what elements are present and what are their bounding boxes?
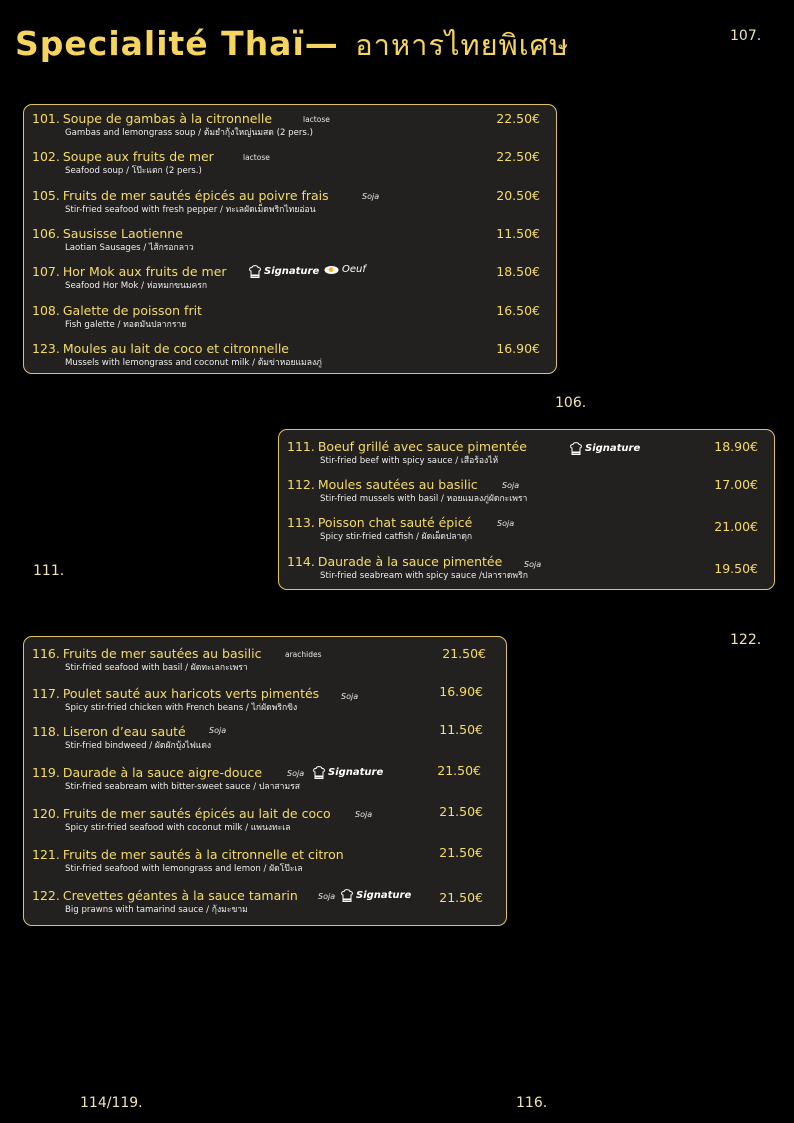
photo-label-114-119: 114/119. xyxy=(80,1095,143,1111)
title-french: Specialité Thaï— xyxy=(15,24,339,63)
item-description: Seafood Hor Mok / ห่อหมกขนมครก xyxy=(65,281,208,291)
allergen-tag-soja: Soja xyxy=(355,810,373,819)
item-description: Stir-fried bindweed / ผัดผักบุ้งไฟแดง xyxy=(65,741,212,751)
item-description: Stir-fried seafood with basil / ผัดทะเลกะเพรา xyxy=(65,663,248,673)
item-name: 113. Poisson chat sauté épicé xyxy=(287,515,473,530)
chef-hat-icon xyxy=(312,765,326,779)
item-name: 101. Soupe de gambas à la citronnelle xyxy=(32,111,273,126)
photo-label-116: 116. xyxy=(516,1095,548,1111)
item-price: 16.90€ xyxy=(439,684,483,699)
item-description: Mussels with lemongrass and coconut milk / ต้มข่าหอยแมลงภู่ xyxy=(65,358,322,368)
item-price: 22.50€ xyxy=(496,111,540,126)
menu-panel-soups-starters xyxy=(23,104,557,374)
item-name: 123. Moules au lait de coco et citronnelle xyxy=(32,341,289,356)
allergen-tag-soja: Soja xyxy=(497,519,515,528)
menu-item-108 xyxy=(32,303,548,339)
item-name: 116. Fruits de mer sautées au basilic xyxy=(32,646,262,661)
allergen-tag-soja: Soja xyxy=(318,892,336,901)
photo-label-122: 122. xyxy=(730,632,762,648)
item-description: Big prawns with tamarind sauce / กุ้งมะขาม xyxy=(65,905,248,915)
item-name: 102. Soupe aux fruits de mer xyxy=(32,149,214,164)
item-price: 21.00€ xyxy=(714,519,758,534)
menu-item-102 xyxy=(32,149,548,185)
menu-item-117 xyxy=(32,686,498,722)
item-description: Stir-fried seabream with spicy sauce /ปลาราดพริก xyxy=(320,571,528,581)
allergen-tag-arachides: arachides xyxy=(285,650,322,659)
item-price: 16.90€ xyxy=(496,341,540,356)
item-price: 16.50€ xyxy=(496,303,540,318)
item-name: 119. Daurade à la sauce aigre-douce xyxy=(32,765,263,780)
menu-item-106 xyxy=(32,226,548,262)
title-thai: อาหารไทยพิเศษ xyxy=(355,28,570,62)
menu-item-113 xyxy=(287,515,766,551)
signature-badge: Signature xyxy=(248,264,319,278)
item-price: 11.50€ xyxy=(496,226,540,241)
item-name: 106. Sausisse Laotienne xyxy=(32,226,183,241)
allergen-tag-soja: Soja xyxy=(502,481,520,490)
item-name: 120. Fruits de mer sautés épicés au lait de coco xyxy=(32,806,331,821)
item-name: 122. Crevettes géantes à la sauce tamarin xyxy=(32,888,298,903)
item-description: Stir-fried mussels with basil / หอยแมลงภู่ผัดกะเพรา xyxy=(320,494,528,504)
item-name: 111. Boeuf grillé avec sauce pimentée xyxy=(287,439,527,454)
item-name: 121. Fruits de mer sautés à la citronnelle et citron xyxy=(32,847,344,862)
egg-icon xyxy=(324,265,339,275)
item-price: 11.50€ xyxy=(439,722,483,737)
chef-hat-icon xyxy=(248,264,262,278)
item-price: 20.50€ xyxy=(496,188,540,203)
item-name: 117. Poulet sauté aux haricots verts pimentés xyxy=(32,686,320,701)
menu-item-121 xyxy=(32,847,498,883)
menu-item-112 xyxy=(287,477,766,513)
item-description: Spicy stir-fried catfish / ผัดเผ็ดปลาดุก xyxy=(320,532,473,542)
item-name: 105. Fruits de mer sautés épicés au poivre frais xyxy=(32,188,329,203)
item-name: 114. Daurade à la sauce pimentée xyxy=(287,554,503,569)
item-price: 21.50€ xyxy=(437,763,481,778)
allergen-tag-soja: Soja xyxy=(524,560,542,569)
item-price: 18.90€ xyxy=(714,439,758,454)
allergen-tag-soja: Soja xyxy=(287,769,305,778)
item-description: Gambas and lemongrass soup / ต้มยำกุ้งใหญ่นมสด (2 pers.) xyxy=(65,128,313,138)
item-name: 107. Hor Mok aux fruits de mer xyxy=(32,264,227,279)
item-description: Stir-fried beef with spicy sauce / เสือร้องไห้ xyxy=(320,456,499,466)
photo-label-106: 106. xyxy=(555,395,587,411)
signature-badge: Signature xyxy=(340,888,411,902)
menu-item-118 xyxy=(32,724,498,760)
allergen-tag-soja: Soja xyxy=(209,726,227,735)
egg-tag: Oeuf xyxy=(324,264,366,275)
item-description: Stir-fried seafood with lemongrass and lemon / ผัดโป๊ะเล xyxy=(65,864,303,874)
item-price: 21.50€ xyxy=(439,804,483,819)
item-description: Stir-fried seafood with fresh pepper / ทะเลผัดเม็ดพริกไทยอ่อน xyxy=(65,205,316,215)
item-price: 19.50€ xyxy=(714,561,758,576)
signature-badge: Signature xyxy=(312,765,383,779)
photo-label-107: 107. xyxy=(730,28,762,44)
photo-label-111: 111. xyxy=(33,563,65,579)
menu-item-116 xyxy=(32,646,498,682)
page-title xyxy=(15,22,569,68)
menu-panel-spicy-mains xyxy=(278,429,775,590)
menu-item-123 xyxy=(32,341,548,377)
chef-hat-icon xyxy=(340,888,354,902)
item-price: 17.00€ xyxy=(714,477,758,492)
item-description: Spicy stir-fried chicken with French beans / ไก่ผัดพริกขิง xyxy=(65,703,298,713)
item-description: Stir-fried seabream with bitter-sweet sauce / ปลาสามรส xyxy=(65,782,301,792)
item-price: 18.50€ xyxy=(496,264,540,279)
allergen-tag-soja: Soja xyxy=(362,192,380,201)
menu-item-120 xyxy=(32,806,498,842)
allergen-tag-soja: Soja xyxy=(341,692,359,701)
menu-panel-stir-fries xyxy=(23,636,507,926)
allergen-tag-lactose: lactose xyxy=(243,153,270,162)
item-description: Seafood soup / โป๊ะแตก (2 pers.) xyxy=(65,166,202,176)
item-price: 21.50€ xyxy=(442,646,486,661)
chef-hat-icon xyxy=(569,441,583,455)
item-name: 112. Moules sautées au basilic xyxy=(287,477,478,492)
item-price: 21.50€ xyxy=(439,890,483,905)
item-price: 22.50€ xyxy=(496,149,540,164)
signature-badge: Signature xyxy=(569,441,640,455)
menu-item-107 xyxy=(32,264,548,300)
item-name: 108. Galette de poisson frit xyxy=(32,303,202,318)
item-description: Fish galette / ทอดมันปลากราย xyxy=(65,320,187,330)
item-name: 118. Liseron d’eau sauté xyxy=(32,724,186,739)
menu-item-122 xyxy=(32,888,498,924)
allergen-tag-lactose: lactose xyxy=(303,115,330,124)
menu-item-105 xyxy=(32,188,548,224)
menu-item-101 xyxy=(32,111,548,147)
menu-item-114 xyxy=(287,554,766,590)
item-price: 21.50€ xyxy=(439,845,483,860)
menu-item-111 xyxy=(287,439,766,475)
menu-item-119 xyxy=(32,765,498,801)
item-description: Spicy stir-fried seafood with coconut milk / แพนงทะเล xyxy=(65,823,291,833)
item-description: Laotian Sausages / ไส้กรอกลาว xyxy=(65,243,194,253)
